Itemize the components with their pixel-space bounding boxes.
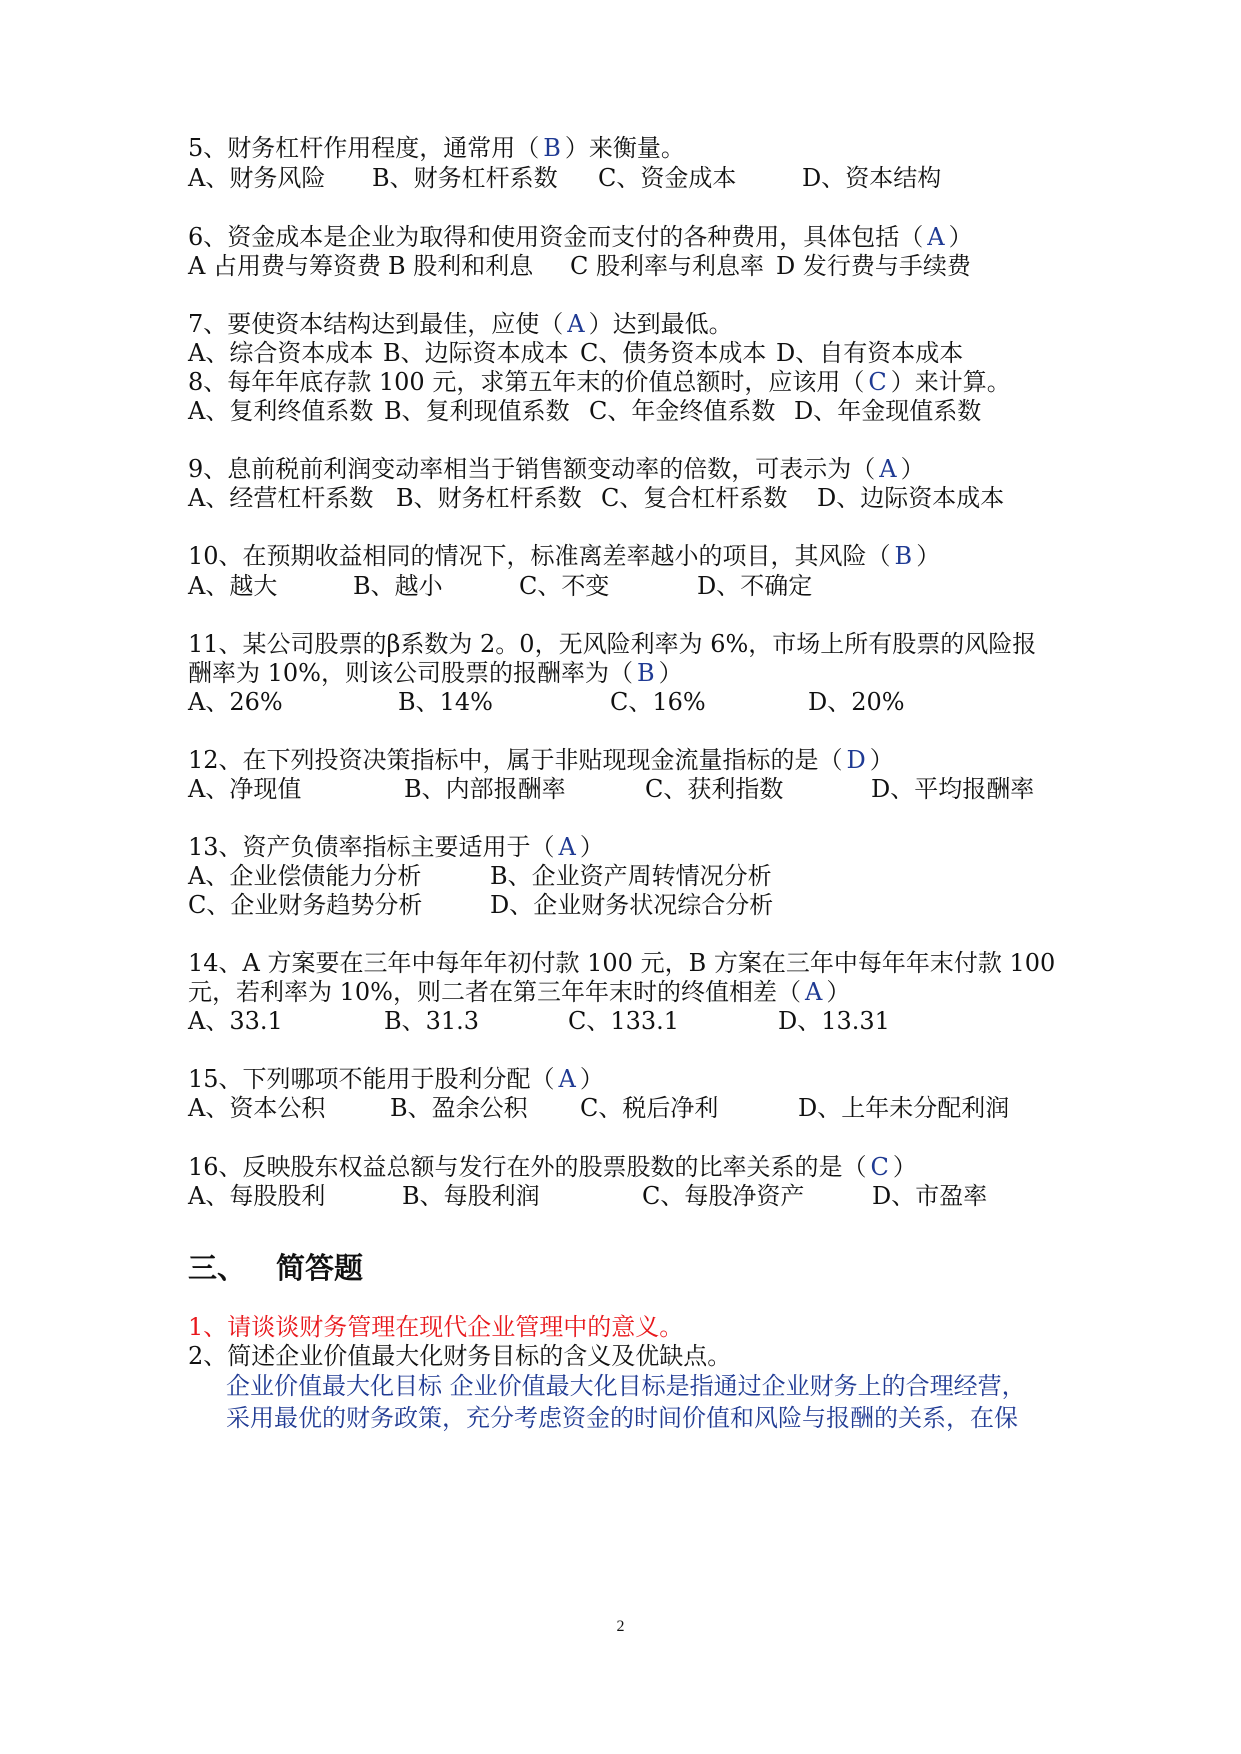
stem-text: ） xyxy=(900,455,925,483)
question-11-stem-line2 xyxy=(188,657,683,689)
option-c: C、企业财务趋势分析 xyxy=(188,891,423,919)
option-d: D、不确定 xyxy=(697,572,813,600)
option-d: D、上年未分配利润 xyxy=(798,1094,1010,1122)
option-a: A 占用费与筹资费 xyxy=(188,252,381,280)
stem-text: ） xyxy=(869,746,894,774)
stem-text: 6、资金成本是企业为取得和使用资金而支付的各种费用，具体包括（ xyxy=(188,223,924,251)
question-9-stem xyxy=(188,453,925,485)
option-a: A、经营杠杆系数 xyxy=(188,484,374,512)
option-a: A、33.1 xyxy=(188,1007,283,1035)
answer-mark: D xyxy=(846,746,866,774)
option-c: C、获利指数 xyxy=(645,775,784,803)
stem-text: 12、在下列投资决策指标中，属于非贴现现金流量指标的是（ xyxy=(188,746,843,774)
option-d: D、自有资本成本 xyxy=(776,339,964,367)
option-d: D、资本结构 xyxy=(802,164,942,192)
short-answer-question-2: 2、简述企业价值最大化财务目标的含义及优缺点。 xyxy=(188,1342,732,1370)
option-a: A、综合资本成本 xyxy=(188,339,374,367)
option-b: B、复利现值系数 xyxy=(384,397,570,425)
stem-text: ） xyxy=(658,659,683,687)
option-c: C、税后净利 xyxy=(580,1094,719,1122)
answer-mark: C xyxy=(870,1153,889,1181)
stem-text: 10、在预期收益相同的情况下，标准离差率越小的项目，其风险（ xyxy=(188,542,891,570)
stem-text: ）来衡量。 xyxy=(564,134,685,162)
stem-text: ） xyxy=(892,1153,917,1181)
option-a: A、越大 xyxy=(188,572,278,600)
stem-text: ） xyxy=(579,1065,604,1093)
page-number: 2 xyxy=(616,1618,625,1635)
stem-text: 16、反映股东权益总额与发行在外的股票股数的比率关系的是（ xyxy=(188,1153,867,1181)
question-7-stem xyxy=(188,308,733,340)
question-6-stem xyxy=(188,221,973,253)
stem-text: ）来计算。 xyxy=(890,368,1011,396)
answer-mark: C xyxy=(868,368,887,396)
option-d: D 发行费与手续费 xyxy=(776,252,971,280)
option-c: C、133.1 xyxy=(568,1007,680,1035)
stem-text: ）达到最低。 xyxy=(588,310,733,338)
stem-text: 元，若利率为 10%，则二者在第三年年末时的终值相差（ xyxy=(188,978,801,1006)
option-c: C、债务资本成本 xyxy=(580,339,767,367)
option-b: B、财务杠杆系数 xyxy=(396,484,582,512)
stem-text: ） xyxy=(916,542,941,570)
option-b: B、企业资产周转情况分析 xyxy=(490,862,772,890)
option-a: A、资本公积 xyxy=(188,1094,326,1122)
short-answer-2-answer-line2: 采用最优的财务政策，充分考虑资金的时间价值和风险与报酬的关系，在保 xyxy=(226,1404,1018,1432)
stem-text: ） xyxy=(579,833,604,861)
option-d: D、年金现值系数 xyxy=(794,397,982,425)
question-13-options-row1 xyxy=(188,860,772,892)
option-c: C、年金终值系数 xyxy=(589,397,776,425)
stem-text: 5、财务杠杆作用程度，通常用（ xyxy=(188,134,540,162)
option-c: C、每股净资产 xyxy=(642,1182,805,1210)
answer-mark: A xyxy=(927,223,945,251)
question-5-stem xyxy=(188,132,685,164)
option-b: B、边际资本成本 xyxy=(383,339,569,367)
answer-mark: A xyxy=(558,1065,576,1093)
option-b: B 股利和利息 xyxy=(388,252,534,280)
answer-mark: B xyxy=(636,659,655,687)
question-14-options xyxy=(188,1005,890,1037)
stem-text: 15、下列哪项不能用于股利分配（ xyxy=(188,1065,555,1093)
question-11-stem-line1: 11、某公司股票的β系数为 2。0，无风险利率为 6%，市场上所有股票的风险报 xyxy=(188,630,1037,658)
option-c: C、资金成本 xyxy=(598,164,737,192)
option-b: B、31.3 xyxy=(384,1007,480,1035)
option-d: D、13.31 xyxy=(778,1007,890,1035)
option-c: C、复合杠杆系数 xyxy=(601,484,788,512)
question-6-options xyxy=(188,250,971,282)
answer-mark: A xyxy=(879,455,897,483)
stem-text: 7、要使资本结构达到最佳，应使（ xyxy=(188,310,564,338)
option-a: A、每股股利 xyxy=(188,1182,326,1210)
question-15-options xyxy=(188,1092,1009,1124)
option-a: A、26% xyxy=(188,688,283,716)
section-title: 简答题 xyxy=(276,1251,364,1285)
stem-text: 13、资产负债率指标主要适用于（ xyxy=(188,833,555,861)
option-b: B、每股利润 xyxy=(402,1182,540,1210)
question-12-stem xyxy=(188,744,894,776)
answer-mark: B xyxy=(543,134,561,162)
option-d: D、20% xyxy=(808,688,905,716)
option-c: C、不变 xyxy=(519,572,610,600)
question-14-stem-line1: 14、A 方案要在三年中每年年初付款 100 元，B 方案在三年中每年年末付款 100 xyxy=(188,949,1056,977)
short-answer-question-1: 1、请谈谈财务管理在现代企业管理中的意义。 xyxy=(188,1313,684,1341)
question-8-stem xyxy=(188,366,1011,398)
question-14-stem-line2 xyxy=(188,976,850,1008)
section-heading xyxy=(188,1249,363,1287)
option-a: A、企业偿债能力分析 xyxy=(188,862,422,890)
section-number: 三、 xyxy=(188,1251,247,1285)
option-b: B、盈余公积 xyxy=(390,1094,528,1122)
question-16-stem xyxy=(188,1151,917,1183)
question-13-options-row2 xyxy=(188,889,773,921)
question-11-options xyxy=(188,686,905,718)
option-b: B、14% xyxy=(398,688,493,716)
option-a: A、复利终值系数 xyxy=(188,397,374,425)
stem-text: ） xyxy=(948,223,973,251)
answer-mark: A xyxy=(804,978,823,1006)
option-b: B、内部报酬率 xyxy=(404,775,566,803)
answer-mark: B xyxy=(894,542,913,570)
stem-text: ） xyxy=(826,978,851,1006)
option-d: D、市盈率 xyxy=(872,1182,988,1210)
option-c: C 股利率与利息率 xyxy=(570,252,764,280)
question-15-stem xyxy=(188,1063,604,1095)
short-answer-2-answer-line1: 企业价值最大化目标 企业价值最大化目标是指通过企业财务上的合理经营， xyxy=(226,1372,1026,1400)
answer-mark: A xyxy=(558,833,576,861)
question-13-stem xyxy=(188,831,604,863)
option-d: D、平均报酬率 xyxy=(871,775,1035,803)
option-a: A、净现值 xyxy=(188,775,302,803)
question-16-options xyxy=(188,1180,987,1212)
question-10-stem xyxy=(188,540,940,572)
option-a: A、财务风险 xyxy=(188,164,326,192)
question-7-options xyxy=(188,337,963,369)
question-9-options xyxy=(188,482,1004,514)
option-c: C、16% xyxy=(610,688,706,716)
option-d: D、企业财务状况综合分析 xyxy=(490,891,774,919)
option-b: B、越小 xyxy=(353,572,443,600)
question-8-options xyxy=(188,395,981,427)
option-b: B、财务杠杆系数 xyxy=(372,164,558,192)
answer-mark: A xyxy=(567,310,585,338)
stem-text: 8、每年年底存款 100 元，求第五年末的价值总额时，应该用（ xyxy=(188,368,865,396)
stem-text: 9、息前税前利润变动率相当于销售额变动率的倍数，可表示为（ xyxy=(188,455,876,483)
question-12-options xyxy=(188,773,1034,805)
option-d: D、边际资本成本 xyxy=(817,484,1005,512)
question-10-options xyxy=(188,570,812,602)
stem-text: 酬率为 10%，则该公司股票的报酬率为（ xyxy=(188,659,633,687)
question-5-options xyxy=(188,162,941,194)
